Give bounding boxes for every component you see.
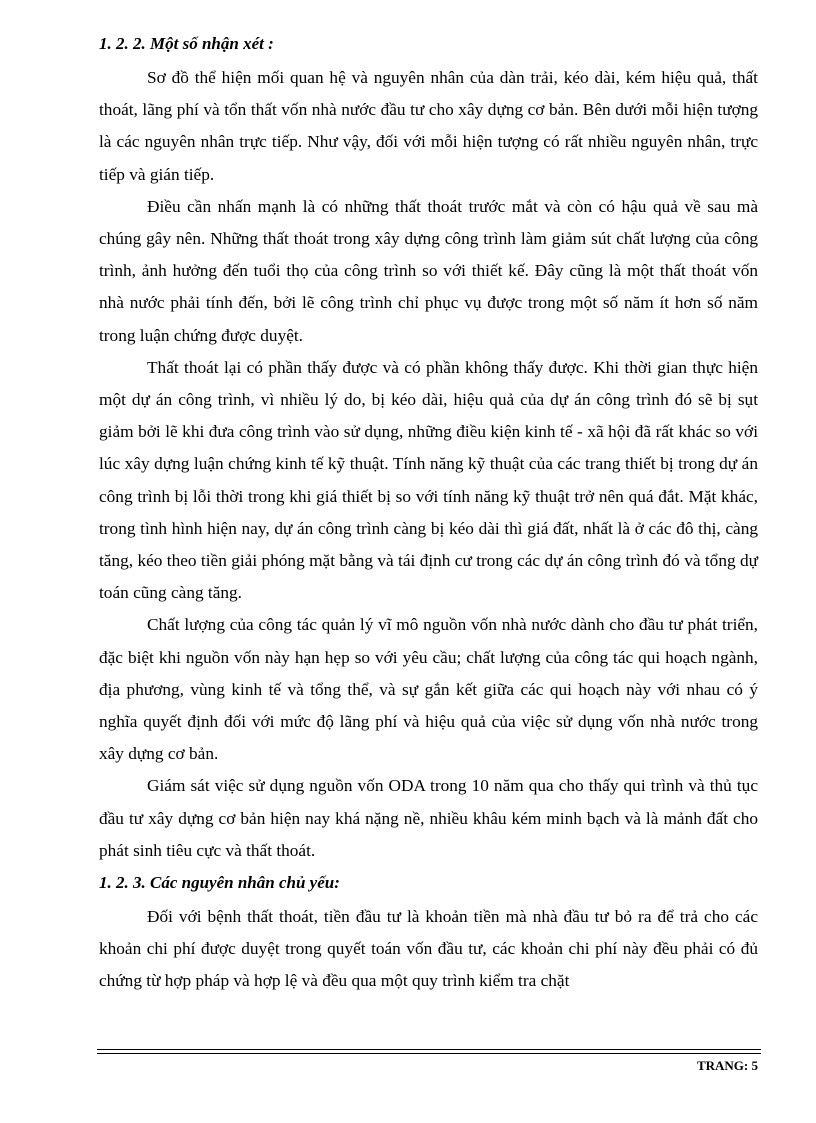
footer-divider [97,1053,761,1054]
paragraph: Chất lượng của công tác quản lý vĩ mô nguồn vốn nhà nước dành cho đầu tư phát triển, đặc biệt khi nguồn vốn này hạn hẹp so với yêu cầu; chất lượng của công tác qui hoạch ngành, địa phương, vùng kinh tế và tổng thể, và sự gắn kết giữa các qui hoạch này với nhau có ý nghĩa quyết định đối với mức độ lãng phí và hiệu quả của việc sử dụng vốn nhà nước trong xây dựng cơ bản. [99,615,758,764]
section-heading-1-2-3: 1. 2. 3. Các nguyên nhân chủ yếu: [99,873,340,893]
page-content [99,32,758,998]
paragraph: Giám sát việc sử dụng nguồn vốn ODA trong 10 năm qua cho thấy qui trình và thủ tục đầu tư xây dựng cơ bản hiện nay khá nặng nề, nhiều khâu kém minh bạch và là mảnh đất cho phát sinh tiêu cực và thất thoát. [99,776,758,860]
footer-divider [97,1049,761,1050]
section-heading-1-2-2: 1. 2. 2. Một số nhận xét : [99,34,274,53]
paragraph: Đối với bệnh thất thoát, tiền đầu tư là khoản tiền mà nhà đầu tư bỏ ra để trả cho các khoản chi phí được duyệt trong quyết toán vốn đầu tư, các khoản chi phí này đều phải có đủ chứng từ hợp pháp và hợp lệ và đều qua một quy trình kiểm tra chặt [99,907,758,991]
paragraph: Sơ đồ thể hiện mối quan hệ và nguyên nhân của dàn trải, kéo dài, kém hiệu quả, thất thoát, lãng phí và tổn thất vốn nhà nước đầu tư cho xây dựng cơ bản. Bên dưới mỗi hiện tượng là các nguyên nhân trực tiếp. Như vậy, đối với mỗi hiện tượng có rất nhiều nguyên nhân, trực tiếp và gián tiếp. [99,68,758,184]
paragraph: Điều cần nhấn mạnh là có những thất thoát trước mắt và còn có hậu quả về sau mà chúng gây nên. Những thất thoát trong xây dựng công trình làm giảm sút chất lượng của công trình, ảnh hưởng đến tuổi thọ của công trình so với thiết kế. Đây cũng là một thất thoát vốn nhà nước phải tính đến, bởi lẽ công trình chỉ phục vụ được trong một số năm ít hơn số năm trong luận chứng được duyệt. [99,196,758,345]
paragraph: Thất thoát lại có phần thấy được và có phần không thấy được. Khi thời gian thực hiện một dự án công trình, vì nhiều lý do, bị kéo dài, hiệu quả của dự án công trình đó sẽ bị sụt giảm bởi lẽ khi đưa công trình vào sử dụng, những điều kiện kinh tế - xã hội đã rất khác so với lúc xây dựng luận chứng kinh tế kỹ thuật. Tính năng kỹ thuật của các trang thiết bị trong dự án công trình bị lỗi thời trong khi giá thiết bị so với tính năng kỹ thuật trở nên quá đắt. Mặt khác, trong tình hình hiện nay, dự án công trình càng bị kéo dài thì giá đất, nhất là ở các đô thị, càng tăng, kéo theo tiền giải phóng mặt bằng và tái định cư trong các dự án công trình đó và tổng dự toán cũng càng tăng. [99,357,758,603]
page-number: TRANG: 5 [696,1058,758,1073]
